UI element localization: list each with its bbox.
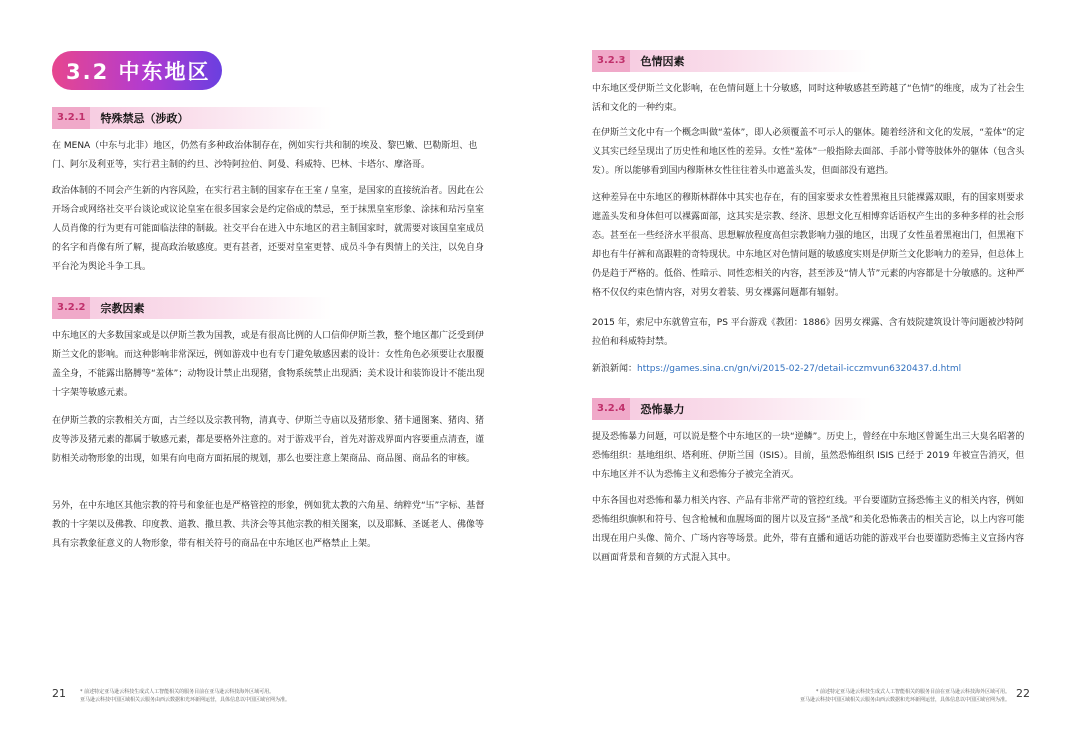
page-number: 22	[1016, 687, 1030, 700]
section-title: 宗教因素	[100, 302, 145, 315]
footnote-line: * 前述特定亚马逊云科技生成式人工智能相关的服务目前在亚马逊云科技海外区域可用。	[815, 689, 1010, 695]
right-page	[540, 0, 1080, 732]
section-number: 3.2.1	[52, 107, 90, 129]
footnote-line: * 前述特定亚马逊云科技生成式人工智能相关的服务目前在亚马逊云科技海外区域可用。	[80, 689, 275, 695]
section-heading-3-2-1	[52, 107, 332, 129]
news-label: 新浪新闻：	[592, 364, 638, 374]
chapter-title: 3.2 中东地区	[52, 51, 222, 90]
paragraph: 中东地区的大多数国家或是以伊斯兰教为国教，或是有很高比例的人口信仰伊斯兰教，整个地区都广泛受到伊斯兰文化的影响。而这种影响非常深远，例如游戏中也有专门避免敏感因素的设计：女性角色必须要让衣服覆盖全身，不能露出胳膊等“羞体”；动物设计禁止出现猪，食物系统禁止出现酒；美术设计和装饰设计不能出现十字架等敏感元素。	[52, 331, 485, 398]
section-heading-3-2-2	[52, 297, 332, 319]
paragraph: 提及恐怖暴力问题，可以说是整个中东地区的一块“逆鳞”。历史上，曾经在中东地区曾诞生出三大臭名昭著的恐怖组织：基地组织、塔利班、伊斯兰国（ISIS）。目前，虽然恐怖组织 ISIS 已经于 2019 年被宣告消灭，但中东地区并不认为恐怖主义和恐怖分子被完全消灭。	[592, 432, 1025, 480]
paragraph: 在伊斯兰教的宗教相关方面，古兰经以及宗教刊物，清真寺、伊斯兰寺庙以及猪形象、猪卡通图案、猪肉、猪皮等涉及猪元素的都属于敏感元素，都是要格外注意的。对于游戏平台，首先对游戏界面内容要重点清查，谨防相关动物形象的出现，如果有向电商方面拓展的规划，那么也要注意上架商品、商品图、商品名的审核。	[52, 416, 485, 464]
section-title: 特殊禁忌（涉政）	[100, 112, 189, 125]
section-heading-3-2-3	[592, 50, 872, 72]
section-number: 3.2.4	[592, 398, 630, 420]
section-heading-3-2-4	[592, 398, 872, 420]
paragraph: 在 MENA（中东与北非）地区，仍然有多种政治体制存在，例如实行共和制的埃及、黎巴嫩、巴勒斯坦、也门、阿尔及利亚等，实行君主制的约旦、沙特阿拉伯、阿曼、科威特、巴林、卡塔尔、摩洛哥。	[52, 141, 478, 170]
paragraph: 在伊斯兰文化中有一个概念叫做“羞体”，即人必须覆盖不可示人的躯体。随着经济和文化的发展，“羞体”的定义其实已经呈现出了历史性和地区性的差异。女性“羞体”一般指除去面部、手部小臂等肢体外的躯体（包含头发）。所以能够看到国内穆斯林女性往往着头巾遮盖头发，但面部没有遮挡。	[592, 128, 1025, 176]
footnote	[740, 688, 1010, 704]
footnote-line: 亚马逊云科技中国区域相关云服务由西云数据和光环新网运营，具体信息以中国区域官网为准。	[80, 697, 291, 703]
section-number: 3.2.3	[592, 50, 630, 72]
paragraph: 2015 年，索尼中东就曾宣布，PS 平台游戏《教团：1886》因男女裸露、含有妓院建筑设计等问题被沙特阿拉伯和科威特封禁。	[592, 318, 1024, 347]
paragraph: 政治体制的不同会产生新的内容风险，在实行君主制的国家存在王室 / 皇室，是国家的直接统治者。因此在公开场合或网络社交平台谈论或议论皇室在很多国家会是约定俗成的禁忌，至于抹黑皇室形象、涂抹和玷污皇室人员肖像的行为更有可能面临法律的制裁。社交平台在进入中东地区的君主制国家时，就需要对该国皇室成员的名字和肖像有所了解，提高政治敏感度。更有甚者，还要对皇室更替、成员斗争有舆情上的关注，以免自身平台沦为舆论斗争工具。	[52, 186, 485, 272]
section-title: 色情因素	[640, 55, 685, 68]
footnote	[80, 688, 480, 704]
news-source	[592, 360, 1028, 379]
paragraph: 中东各国也对恐怖和暴力相关内容、产品有非常严苛的管控红线。平台要谨防宣扬恐怖主义的相关内容，例如恐怖组织旗帜和符号、包含枪械和血腥场面的图片以及宣扬“圣战”和美化恐怖袭击的相关言论，以上内容可能出现在用户头像、简介、广场内容等场景。此外，带有直播和通话功能的游戏平台也要谨防恐怖主义宣扬内容以画面背景和音频的方式混入其中。	[592, 496, 1025, 563]
section-number: 3.2.2	[52, 297, 90, 319]
section-title: 恐怖暴力	[640, 403, 685, 416]
footnote-line: 亚马逊云科技中国区域相关云服务由西云数据和光环新网运营，具体信息以中国区域官网为准。	[799, 697, 1010, 703]
paragraph: 另外，在中东地区其他宗教的符号和象征也是严格管控的形象，例如犹太教的六角星、纳粹党“卐”字标、基督教的十字架以及佛教、印度教、道教、撒旦教、共济会等其他宗教的相关图案，以及耶稣、圣诞老人、佛像等具有宗教象征意义的人物形象，带有相关符号的商品在中东地区也严格禁止上架。	[52, 501, 485, 549]
paragraph: 中东地区受伊斯兰文化影响，在色情问题上十分敏感，同时这种敏感甚至跨越了“色情”的维度，成为了社会生活和文化的一种约束。	[592, 84, 1025, 113]
paragraph: 这种差异在中东地区的穆斯林群体中其实也存在，有的国家要求女性着黑袍且只能裸露双眼，有的国家则要求遮盖头发和身体但可以裸露面部，这其实是宗教、经济、思想文化互相博弈话语权产生出的多种多样的社会形态。甚至在一些经济水平很高、思想解放程度高但宗教影响力强的地区，出现了女性虽着黑袍出门，但黑袍下却也有牛仔裤和高跟鞋的奇特现状。中东地区对色情问题的敏感度实则是伊斯兰文化影响力的差异，但总体上仍是趋于严格的。低俗、性暗示、同性恋相关的内容，甚至涉及“情人节”元素的内容都是十分敏感的。这种严格不仅仅约束色情内容，对男女着装、男女裸露问题都有辐射。	[592, 193, 1025, 298]
news-link[interactable]: https://games.sina.cn/gn/vi/2015-02-27/detail-icczmvun6320437.d.html	[637, 364, 962, 374]
page-number: 21	[52, 687, 66, 700]
